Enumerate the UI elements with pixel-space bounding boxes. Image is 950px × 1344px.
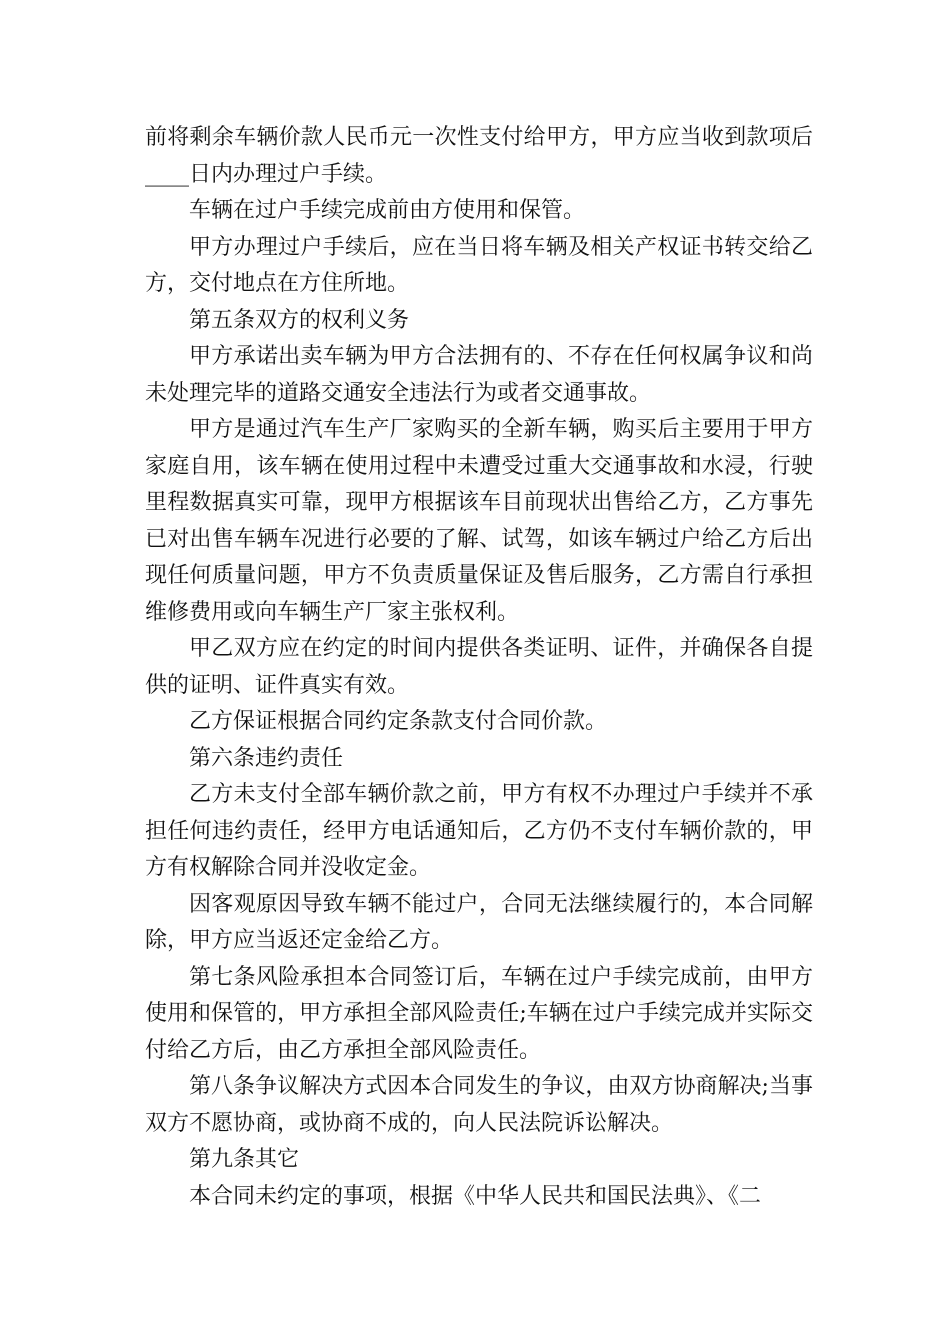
paragraph-13: 第八条争议解决方式因本合同发生的争议，由双方协商解决;当事双方不愿协商，或协商不成的，向人民法院诉讼解决。	[145, 1074, 813, 1136]
paragraph-3: 甲方办理过户手续后，应在当日将车辆及相关产权证书转交给乙方，交付地点在方住所地。	[145, 234, 813, 296]
paragraph-11: 因客观原因导致车辆不能过户，合同无法继续履行的，本合同解除，甲方应当返还定金给乙方。	[145, 891, 813, 953]
paragraph-2: 车辆在过户手续完成前由方使用和保管。	[189, 198, 586, 223]
paragraph-7: 甲乙双方应在约定的时间内提供各类证明、证件，并确保各自提供的证明、证件真实有效。	[145, 636, 813, 698]
paragraph-10: 乙方未支付全部车辆价款之前，甲方有权不办理过户手续并不承担任何违约责任，经甲方电话通知后，乙方仍不支付车辆价款的，甲方有权解除合同并没收定金。	[145, 782, 813, 880]
section-heading-9: 第九条其它	[189, 1147, 300, 1172]
paragraph-12: 第七条风险承担本合同签订后，车辆在过户手续完成前，由甲方使用和保管的，甲方承担全部风险责任;车辆在过户手续完成并实际交付给乙方后，由乙方承担全部风险责任。	[145, 964, 813, 1063]
paragraph-8: 乙方保证根据合同约定条款支付合同价款。	[189, 709, 608, 734]
section-heading-6: 第六条违约责任	[189, 745, 344, 771]
paragraph-15: 本合同未约定的事项，根据《中华人民共和国民法典》、《二	[189, 1183, 762, 1209]
paragraph-6: 甲方是通过汽车生产厂家购买的全新车辆，购买后主要用于甲方家庭自用，该车辆在使用过程中未遭受过重大交通事故和水浸，行驶里程数据真实可靠，现甲方根据该车目前现状出售给乙方，乙方事先已对出售车辆车况进行必要的了解、试驾，如该车辆过户给乙方后出现任何质量问题，甲方不负责质量保证及售后服务，乙方需自行承担维修费用或向车辆生产厂家主张权利。	[145, 417, 813, 625]
paragraph-1: 前将剩余车辆价款人民币元一次性支付给甲方，甲方应当收到款项后____日内办理过户手续。	[145, 125, 813, 187]
document-body	[145, 120, 813, 1215]
paragraph-5: 甲方承诺出卖车辆为甲方合法拥有的、不存在任何权属争议和尚未处理完毕的道路交通安全违法行为或者交通事故。	[145, 344, 813, 406]
section-heading-5: 第五条双方的权利义务	[189, 307, 410, 333]
